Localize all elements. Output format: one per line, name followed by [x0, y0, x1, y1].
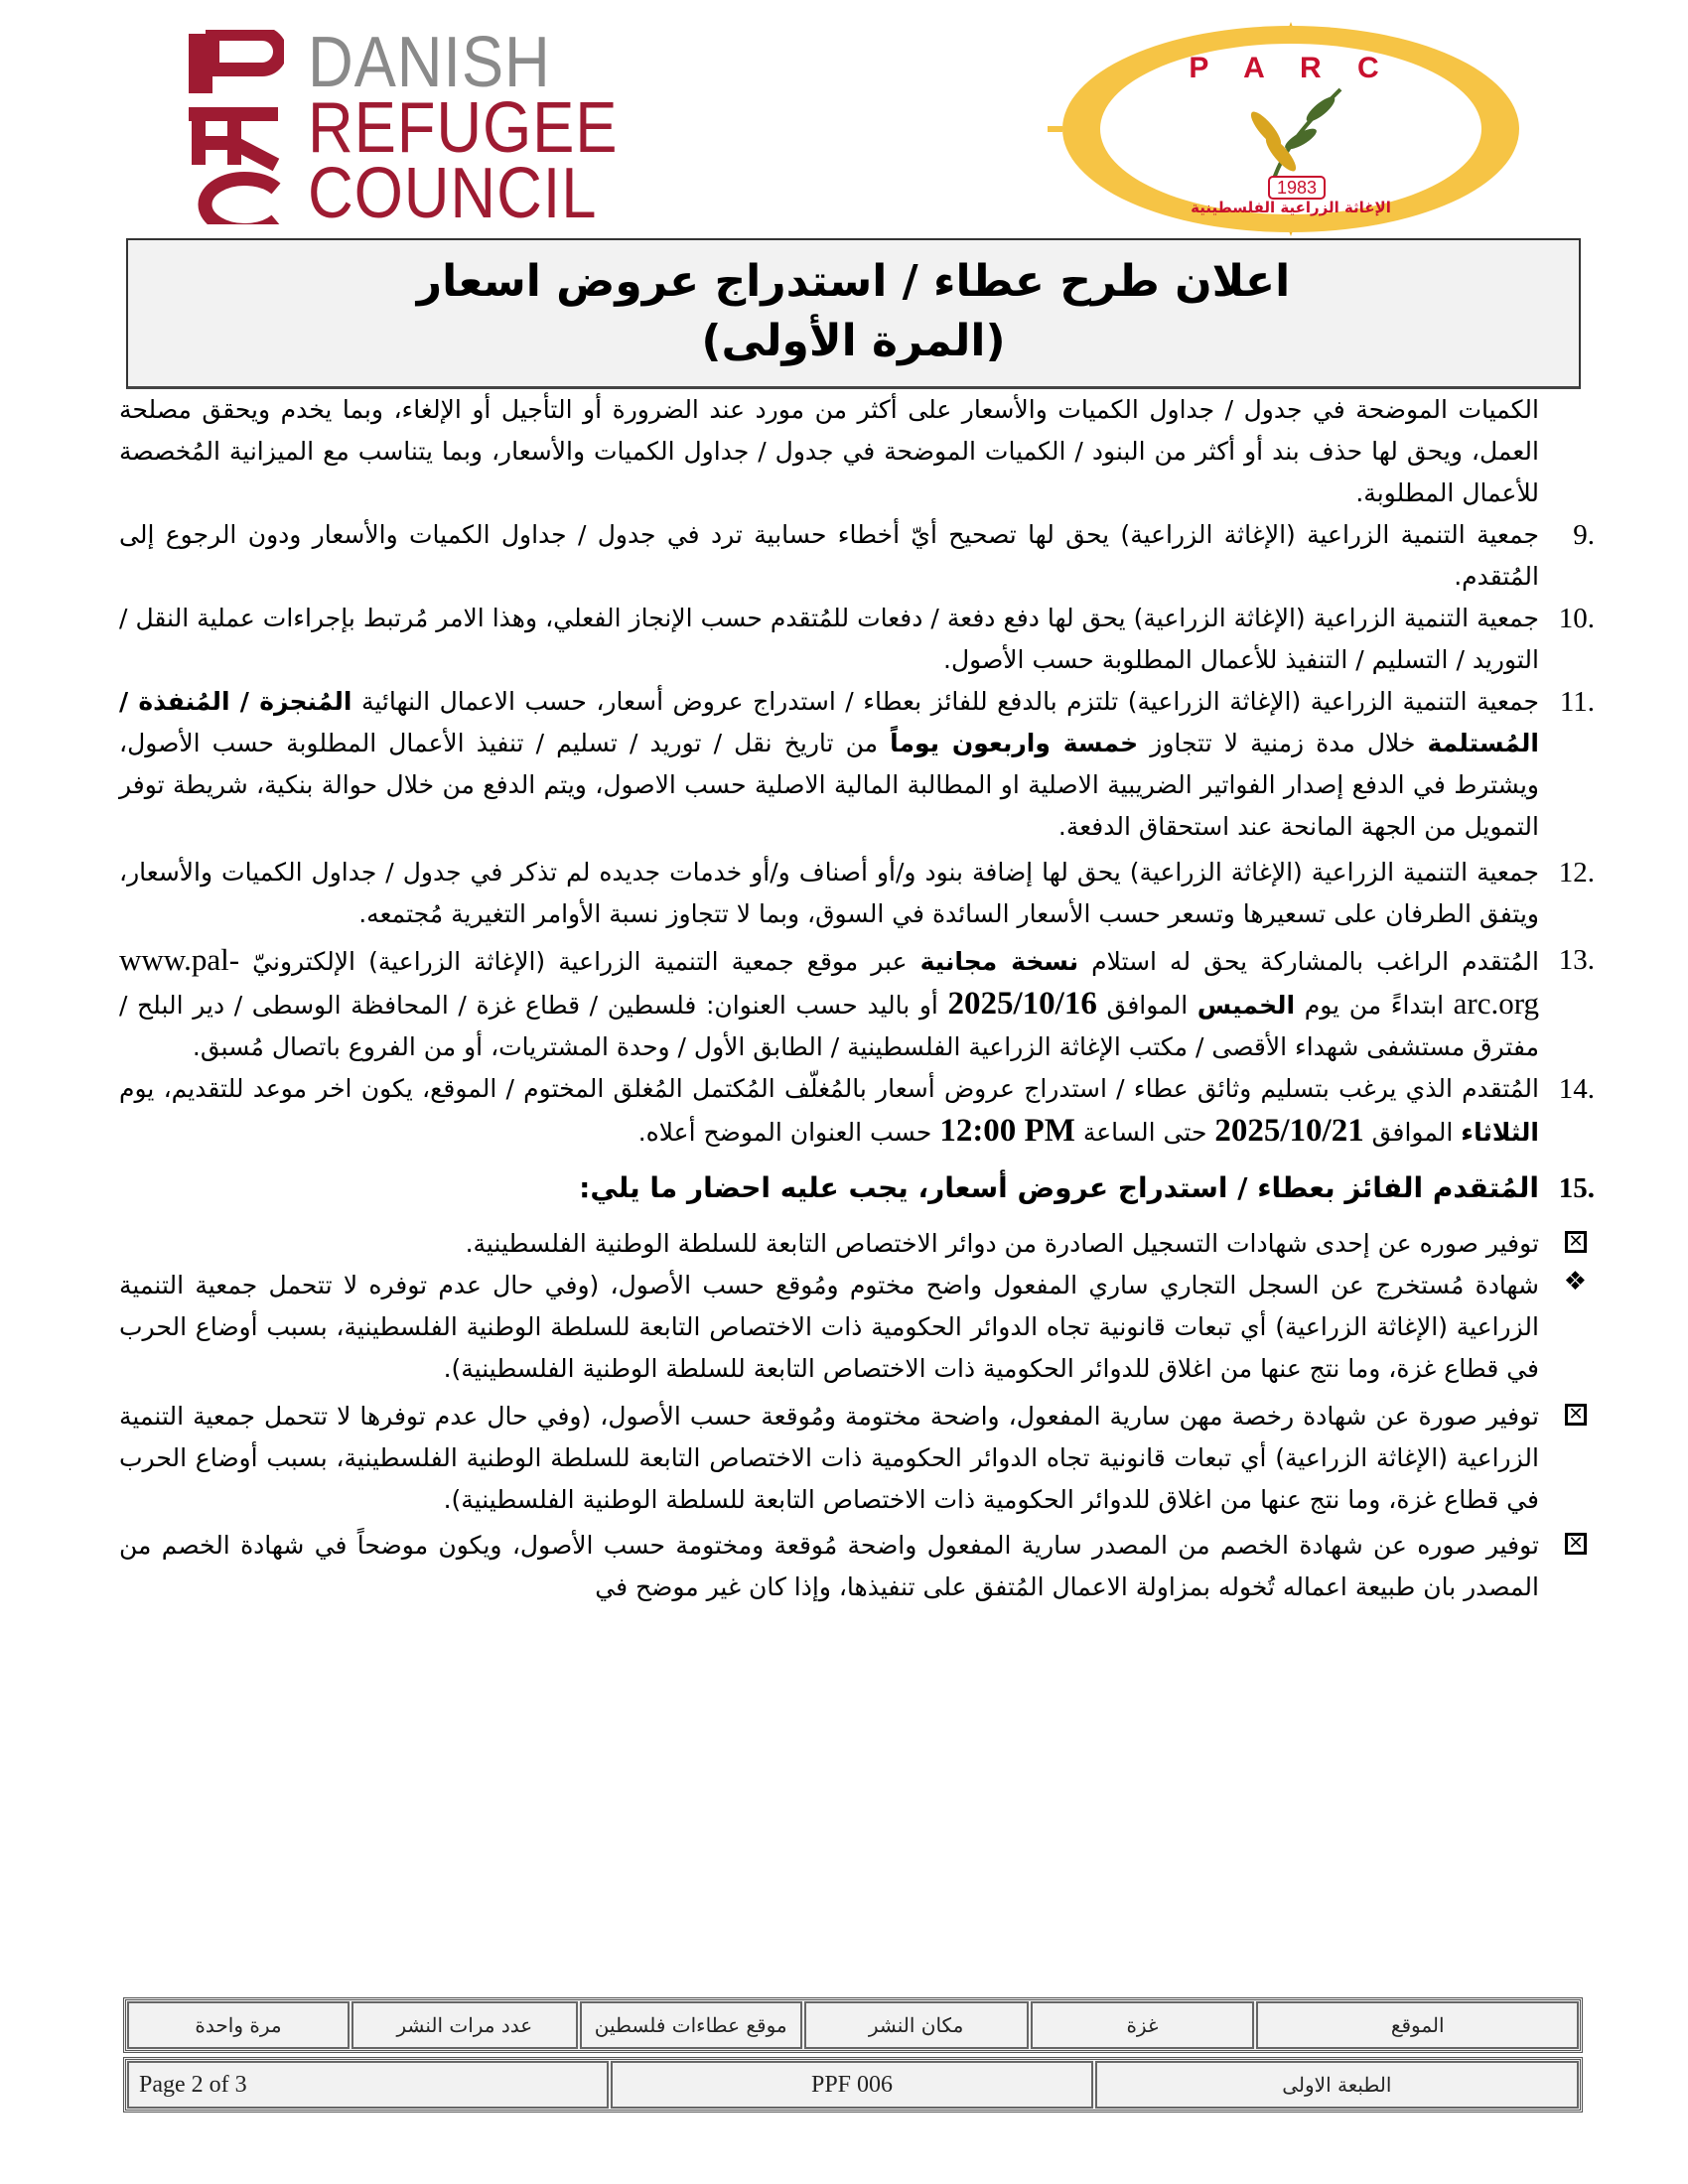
deadline-day: الثلاثاء	[1461, 1118, 1539, 1147]
cell-edition: الطبعة الاولى	[1095, 2061, 1579, 2109]
clause-text: المُتقدم الراغب بالمشاركة يحق له استلام	[1091, 947, 1539, 976]
clause-text: حسب العنوان الموضح أعلاه.	[637, 1118, 932, 1147]
website-link[interactable]: www.pal-arc.org	[119, 942, 1540, 1021]
clause-number: 14.	[1558, 1073, 1595, 1105]
drc-wordmark	[308, 23, 660, 233]
clause-number: 11.	[1559, 686, 1595, 718]
drc-word-refugee: REFUGEE	[308, 88, 619, 168]
requirement-text: شهادة مُستخرج عن السجل التجاري ساري المفعول واضح مختوم ومُوقع حسب الأصول، (وفي حال عدم توفره لا تتحمل جمعية التنمية الزراعية (الإغاثة الزراعية) أي تبعات قانونية تجاه الدوائر الحكومية ذات الاختصاص التابعة للسلطة الوطنية الفلسطينية، بسبب أوضاع الحرب في قطاع غزة، وما نتج عنها من اغلاق للدوائر الحكومية ذات الاختصاص التابعة للسلطة الوطنية الفلسطينية).	[119, 1271, 1539, 1383]
svg-text:P A R C: P A R C	[1189, 52, 1393, 84]
announcement-title-box	[126, 238, 1581, 389]
requirement-text: توفير صورة عن شهادة رخصة مهن سارية المفعول، واضحة مختومة ومُوقعة حسب الأصول، (وفي حال عدم توفرها لا تتحمل جمعية التنمية الزراعية (الإغاثة الزراعية) أي تبعات قانونية تجاه الدوائر الحكومية ذات الاختصاص التابعة للسلطة الوطنية الفلسطينية، بسبب أوضاع الحرب في قطاع غزة، وما نتج عنها من اغلاق للدوائر الحكومية ذات الاختصاص التابعة للسلطة الوطنية الفلسطينية).	[119, 1402, 1539, 1514]
clause-15-heading	[119, 1167, 1595, 1209]
clause-number: 9.	[1573, 519, 1595, 551]
requirement-item	[119, 1525, 1587, 1608]
clause-text: الموافق	[1106, 991, 1189, 1020]
clause-text: جمعية التنمية الزراعية (الإغاثة الزراعية) تلتزم بالدفع للفائز بعطاء / استدراج عروض أسعار، حسب الاعمال النهائية	[360, 687, 1539, 716]
cell-page-number: Page 2 of 3	[127, 2061, 609, 2109]
clause-12	[119, 852, 1595, 935]
requirement-item	[119, 1223, 1587, 1265]
start-date: 2025/10/16	[947, 986, 1097, 1022]
cell-publish-count-label: عدد مرات النشر	[352, 2001, 578, 2049]
clause-text: جمعية التنمية الزراعية (الإغاثة الزراعية) يحق لها دفع دفعة / دفعات للمُتقدم حسب الإنجاز الفعلي، وهذا الامر مُرتبط بإجراءات عملية النقل / التوريد / التسليم / التنفيذ للأعمال المطلوبة حسب الأصول.	[119, 604, 1539, 674]
parc-sun-emblem-icon	[1023, 20, 1559, 238]
clause-number: 13.	[1558, 944, 1595, 976]
requirement-item	[119, 1265, 1587, 1390]
clause-bold-text: المُنجزة / المُنفذة / المُستلمة	[119, 687, 1540, 757]
publication-info-table	[123, 1997, 1583, 2053]
cell-location-label: الموقع	[1256, 2001, 1579, 2049]
diamond-bullet-icon: ❖	[1563, 1267, 1587, 1297]
clause-10	[119, 598, 1595, 681]
clause-text: حتى الساعة	[1082, 1118, 1207, 1147]
drc-mark-icon	[185, 30, 284, 224]
clause-number: 12.	[1558, 857, 1595, 888]
drc-word-council: COUNCIL	[308, 154, 598, 233]
svg-text:الإغاثة الزراعية الفلسطينية: الإغاثة الزراعية الفلسطينية	[1191, 199, 1391, 216]
cell-publish-count-value: مرة واحدة	[127, 2001, 350, 2049]
requirement-text: توفير صوره عن إحدى شهادات التسجيل الصادرة من دوائر الاختصاص التابعة للسلطة الوطنية الفلسطينية.	[465, 1229, 1539, 1258]
clause-text: الموافق	[1371, 1118, 1454, 1147]
clause-number: 10.	[1558, 603, 1595, 634]
deadline-time: 12:00 PM	[939, 1113, 1075, 1149]
cell-location-value: غزة	[1031, 2001, 1255, 2049]
drc-word-danish: DANISH	[308, 23, 551, 102]
clause-text: ابتداءً من يوم	[1304, 991, 1445, 1020]
cell-publish-place-label: مكان النشر	[804, 2001, 1029, 2049]
clause-9	[119, 514, 1595, 598]
clause-13	[119, 939, 1595, 1068]
payment-period: خمسة واربعون يوماً	[890, 729, 1139, 757]
free-copy-label: نسخة مجانية	[919, 947, 1079, 976]
drc-logo	[185, 23, 729, 233]
document-body	[119, 389, 1595, 1608]
clause-11	[119, 681, 1595, 848]
clause-number: 15.	[1558, 1172, 1595, 1204]
start-day: الخميس	[1196, 991, 1296, 1020]
deadline-date: 2025/10/21	[1214, 1113, 1364, 1149]
requirement-text: توفير صوره عن شهادة الخصم من المصدر سارية المفعول واضحة مُوقعة ومختومة حسب الأصول، ويكون موضحاً في شهادة الخصم من المصدر بان طبيعة اعماله تُخوله بمزاولة الاعمال المُتفق على تنفيذها، وإذا كان غير موضح في	[119, 1531, 1539, 1601]
clause-text: أو باليد حسب العنوان: فلسطين / قطاع غزة / المحافظة الوسطى / دير البلح / مفترق مستشفى شهداء الأقصى / مكتب الإغاثة الزراعية الفلسطينية / الطابق الأول / وحدة المشتريات، أو من الفروع باتصال مُسبق.	[119, 991, 1539, 1061]
cell-publish-place-value: موقع عطاءات فلسطين	[580, 2001, 802, 2049]
item-8-continuation: الكميات الموضحة في جدول / جداول الكميات والأسعار على أكثر من مورد عند الضرورة أو التأجيل أو الإلغاء، وبما يخدم ويحقق مصلحة العمل، ويحق لها حذف بند أو أكثر من البنود / الكميات الموضحة في جدول / جداول الكميات والأسعار، وبما يتناسب مع الميزانية المُخصصة للأعمال المطلوبة.	[119, 395, 1539, 507]
clause-text: خلال مدة زمنية لا تتجاوز	[1150, 729, 1416, 757]
checkbox-x-icon: ✕	[1565, 1231, 1587, 1253]
clause-14	[119, 1068, 1595, 1154]
checkbox-x-icon: ✕	[1565, 1533, 1587, 1555]
parc-logo	[1023, 20, 1559, 238]
page-subtitle: (المرة الأولى)	[701, 316, 1006, 366]
checkbox-x-icon: ✕	[1565, 1404, 1587, 1426]
clause-text: من تاريخ نقل / توريد / تسليم / تنفيذ الأعمال المطلوبة حسب الأصول، ويشترط في الدفع إصدار الفواتير الضريبية الاصلية او المطالبة المالية الاصلية حسب الاصول، ويتم الدفع من خلال حوالة بنكية، شريطة توفر التمويل من الجهة المانحة عند استحقاق الدفعة.	[119, 729, 1539, 841]
cell-form-code: PPF 006	[611, 2061, 1092, 2109]
clause-heading-text: المُتقدم الفائز بعطاء / استدراج عروض أسعار، يجب عليه احضار ما يلي:	[579, 1171, 1539, 1204]
svg-text:1983: 1983	[1276, 178, 1318, 198]
document-control-table	[123, 2057, 1583, 2113]
clause-text: المُتقدم الذي يرغب بتسليم وثائق عطاء / استدراج عروض أسعار بالمُغلّف المُكتمل المُغلق المختوم / الموقع، يكون اخر موعد للتقديم، يوم	[119, 1074, 1539, 1103]
page-title: اعلان طرح عطاء / استدراج عروض اسعار	[416, 256, 1291, 307]
requirement-item	[119, 1396, 1587, 1521]
clause-text: عبر موقع جمعية التنمية الزراعية (الإغاثة الزراعية) الإلكترونيّ	[252, 947, 908, 976]
clause-text: جمعية التنمية الزراعية (الإغاثة الزراعية) يحق لها إضافة بنود و/أو أصناف و/أو خدمات جديده لم تذكر في جدول / جداول الكميات والأسعار، ويتفق الطرفان على تسعيرها وتسعر حسب الأسعار السائدة في السوق، وبما لا تتجاوز نسبة الأوامر التغيرية مُجتمعه.	[119, 858, 1539, 928]
clause-text: جمعية التنمية الزراعية (الإغاثة الزراعية) يحق لها تصحيح أيّ أخطاء حسابية ترد في جدول / جداول الكميات والأسعار ودون الرجوع إلى المُتقدم.	[119, 520, 1539, 591]
